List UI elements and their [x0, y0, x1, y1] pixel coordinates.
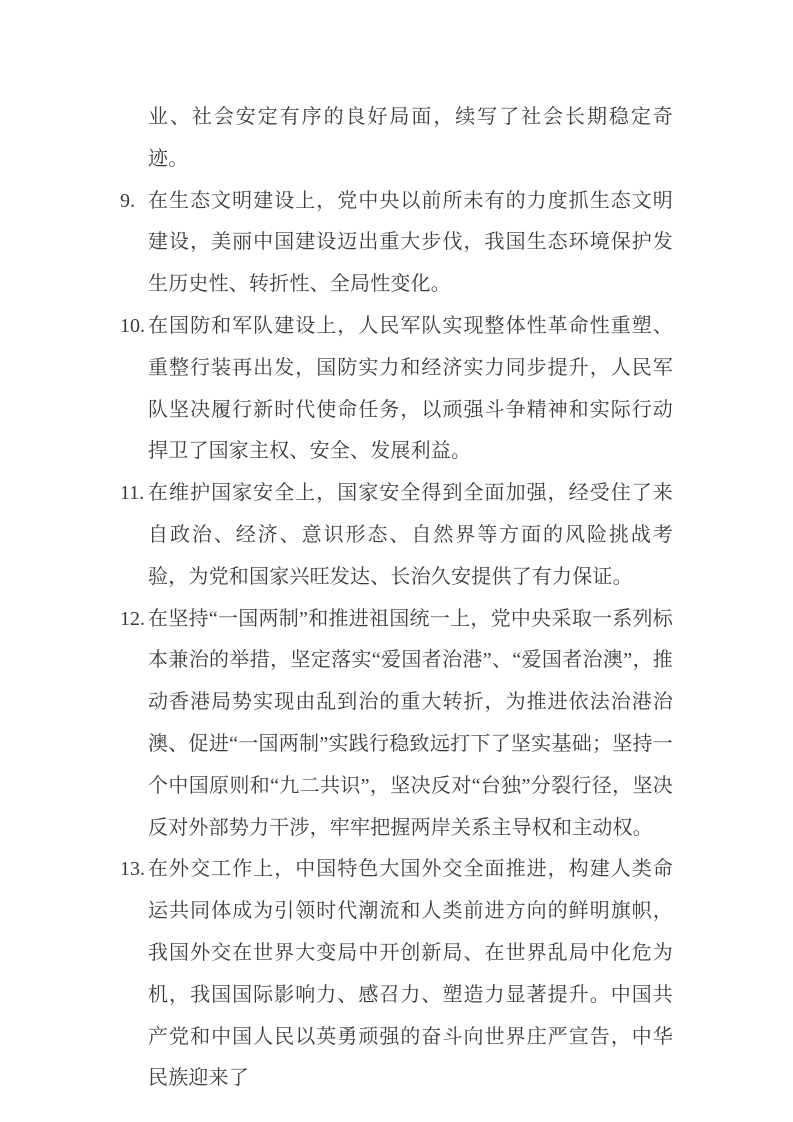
list-item — [120, 473, 673, 598]
list-item — [120, 306, 673, 473]
list-item-number: 10. — [120, 314, 145, 337]
list-item-text: 在维护国家安全上，国家安全得到全面加强，经受住了来自政治、经济、意识形态、自然界等方面的风险挑战考验，为党和国家兴旺发达、长治久安提供了有力保证。 — [148, 482, 673, 588]
list-item-text: 在国防和军队建设上，人民军队实现整体性革命性重塑、重整行装再出发，国防实力和经济实力同步提升，人民军队坚决履行新时代使命任务，以顽强斗争精神和实际行动捍卫了国家主权、安全、发展利益。 — [148, 314, 673, 463]
document-content — [120, 97, 673, 1100]
list-item-number: 11. — [120, 482, 145, 505]
list-item — [120, 849, 673, 1100]
list-item — [120, 599, 673, 850]
list-item-number: 12. — [120, 607, 145, 630]
paragraph-continuation: 业、社会安定有序的良好局面，续写了社会长期稳定奇迹。 — [148, 106, 673, 170]
list-item-number: 13. — [120, 858, 145, 881]
list-item — [120, 181, 673, 306]
list-item-number: 9. — [120, 189, 135, 212]
list-item-text: 在外交工作上，中国特色大国外交全面推进，构建人类命运共同体成为引领时代潮流和人类前进方向的鲜明旗帜，我国外交在世界大变局中开创新局、在世界乱局中化危为机，我国国际影响力、感召力、塑造力显著提升。中国共产党和中国人民以英勇顽强的奋斗向世界庄严宣告，中华民族迎来了 — [148, 858, 673, 1090]
list-item-text: 在生态文明建设上，党中央以前所未有的力度抓生态文明建设，美丽中国建设迈出重大步伐，我国生态环境保护发生历史性、转折性、全局性变化。 — [148, 189, 673, 296]
list-item-text: 在坚持“一国两制”和推进祖国统一上，党中央采取一系列标本兼治的举措，坚定落实“爱国者治港”、“爱国者治澳”，推动香港局势实现由乱到治的重大转折，为推进依法治港治澳、促进“一国两制”实践行稳致远打下了坚实基础；坚持一个中国原则和“九二共识”，坚决反对“台独”分裂行径，坚决反对外部势力干涉，牢牢把握两岸关系主导权和主动权。 — [148, 607, 673, 839]
